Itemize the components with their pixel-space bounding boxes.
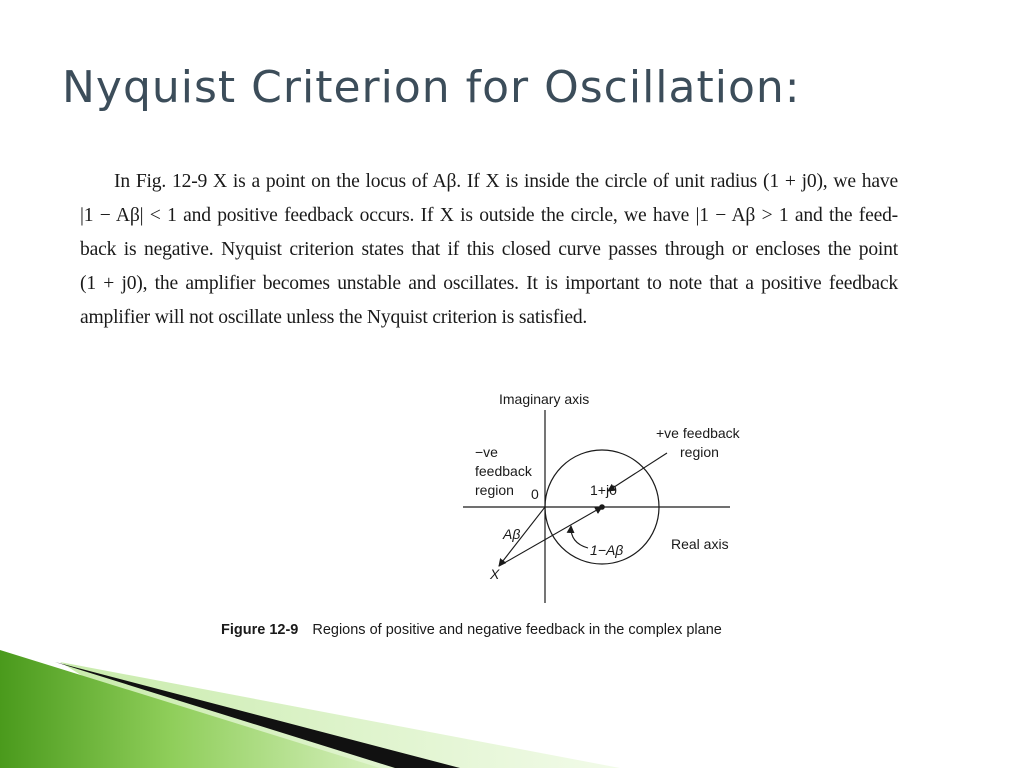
critical-point-label: 1+j0 xyxy=(590,482,617,498)
neg-region-label-line: feedback xyxy=(475,463,532,479)
paragraph-line: |1 − Aβ| < 1 and positive feedback occurs. If X is outside the circle, we have |1 − Aβ > 1 and the feed- xyxy=(80,205,898,226)
a-beta-label: Aβ xyxy=(503,526,521,542)
paragraph-line: back is negative. Nyquist criterion states that if this closed curve passes through or encloses the point xyxy=(80,239,898,260)
point-x-label: X xyxy=(490,566,500,582)
real-axis-label: Real axis xyxy=(671,536,729,552)
imaginary-axis-label: Imaginary axis xyxy=(499,391,590,407)
pos-region-label-line: region xyxy=(680,444,719,460)
slide-title: Nyquist Criterion for Oscillation: xyxy=(62,62,801,113)
caption-text: Regions of positive and negative feedback in the complex plane xyxy=(312,622,722,638)
caption-number: Figure 12-9 xyxy=(221,622,299,638)
neg-region-label-line: region xyxy=(475,482,514,498)
neg-region-label-line: −ve xyxy=(475,444,498,460)
paragraph-line: (1 + j0), the amplifier becomes unstable and oscillates. It is important to note that a positive feedback xyxy=(80,273,898,294)
paragraph-line: amplifier will not oscillate unless the Nyquist criterion is satisfied. xyxy=(80,307,588,328)
origin-label: 0 xyxy=(531,486,539,502)
paragraph-line: In Fig. 12-9 X is a point on the locus of Aβ. If X is inside the circle of unit radius (1 + j0), we have xyxy=(114,171,898,192)
pos-region-label-line: +ve feedback xyxy=(656,425,740,441)
one-minus-a-beta-label: 1−Aβ xyxy=(590,542,624,558)
